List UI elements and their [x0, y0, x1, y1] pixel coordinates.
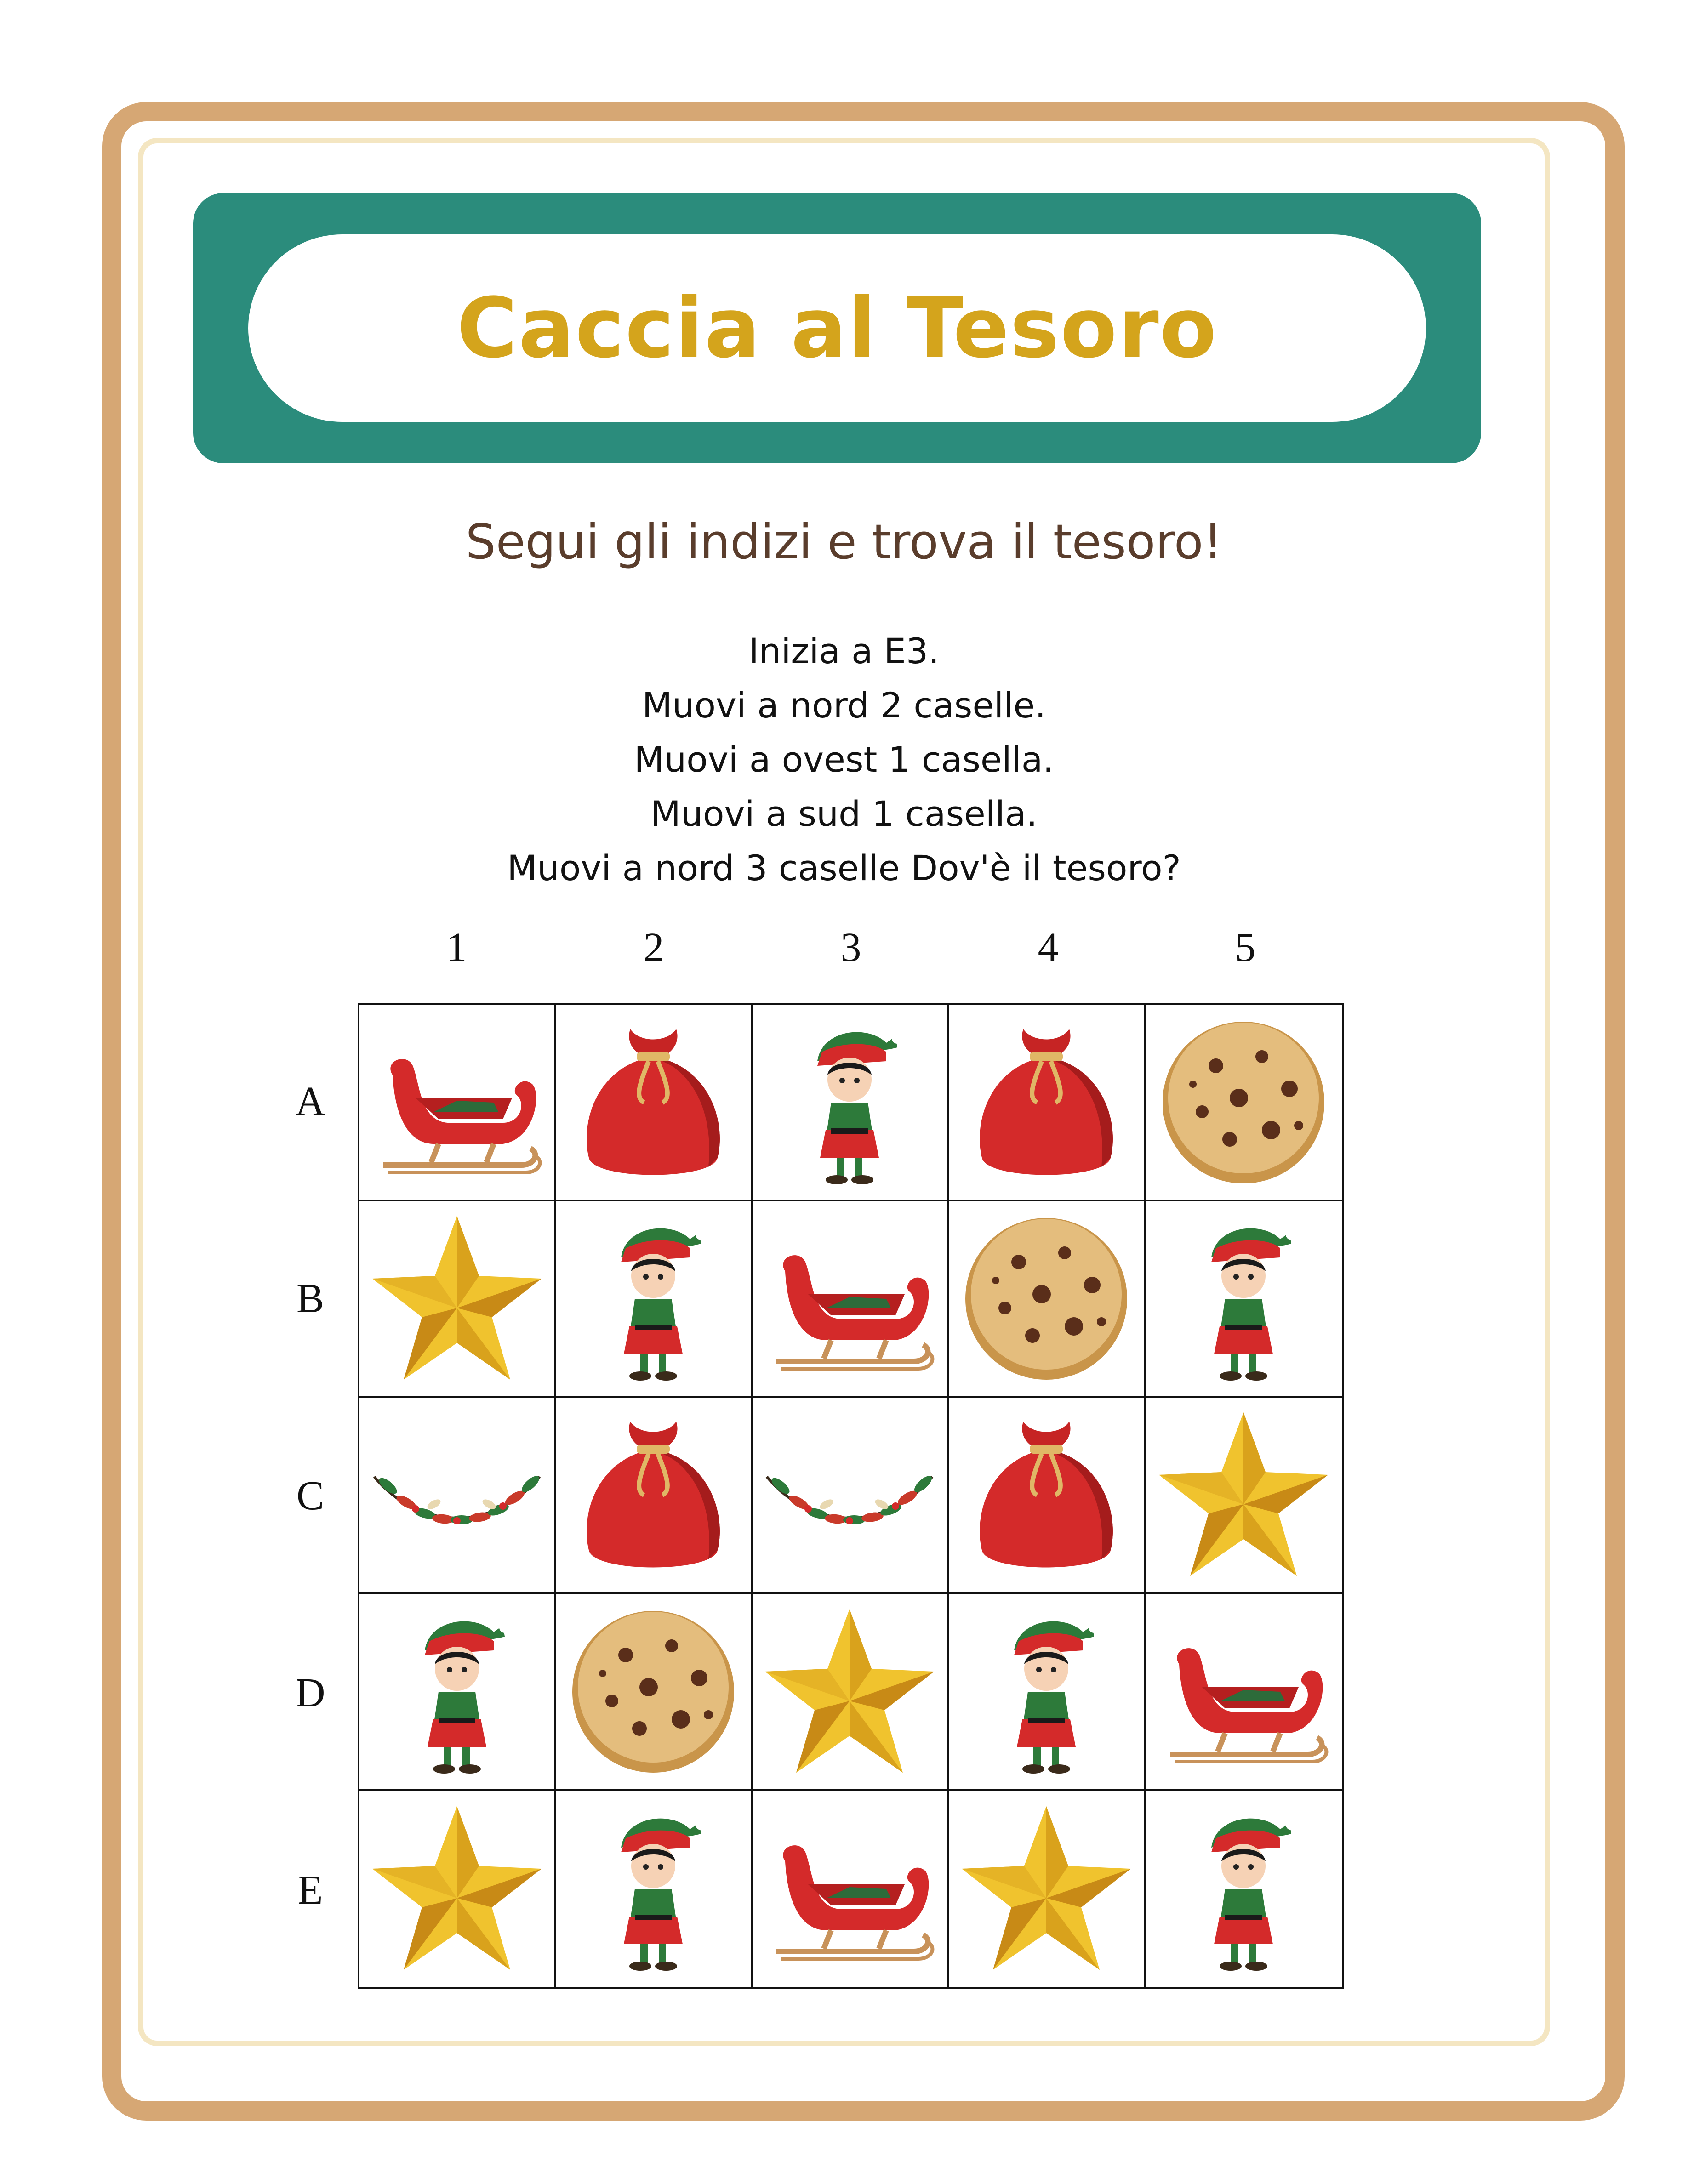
grid-cell-c5 — [1146, 1398, 1342, 1594]
grid-cell-b2 — [556, 1201, 752, 1398]
column-header-2: 2 — [643, 925, 664, 970]
sack-icon — [561, 1011, 745, 1194]
grid-cell-a5 — [1146, 1005, 1342, 1201]
star-icon — [365, 1797, 549, 1981]
elf-icon — [561, 1797, 745, 1981]
clue-line: Muovi a nord 2 caselle. — [642, 685, 1046, 726]
elf-icon — [365, 1600, 549, 1784]
grid-cell-d2 — [556, 1594, 752, 1791]
elf-icon — [1152, 1207, 1335, 1391]
grid-cell-a1 — [359, 1005, 556, 1201]
sleigh-icon — [1152, 1600, 1335, 1784]
title-pill — [248, 234, 1426, 422]
grid-cell-b4 — [949, 1201, 1145, 1398]
page-title: Caccia al Tesoro — [456, 280, 1218, 376]
cookie-icon — [561, 1600, 745, 1784]
clue-line: Muovi a nord 3 caselle Dov'è il tesoro? — [507, 847, 1181, 888]
star-icon — [365, 1207, 549, 1391]
grid-cell-d5 — [1146, 1594, 1342, 1791]
sack-icon — [561, 1403, 745, 1587]
grid-cell-e4 — [949, 1791, 1145, 1987]
grid-cell-e1 — [359, 1791, 556, 1987]
elf-icon — [758, 1011, 941, 1194]
grid-cell-b3 — [753, 1201, 949, 1398]
grid-cell-d4 — [949, 1594, 1145, 1791]
column-header-5: 5 — [1235, 925, 1256, 970]
row-header-e: E — [297, 1867, 323, 1913]
sack-icon — [954, 1403, 1138, 1587]
cookie-icon — [1152, 1011, 1335, 1194]
page-subtitle: Segui gli indizi e trova il tesoro! — [465, 514, 1223, 570]
grid-cell-b5 — [1146, 1201, 1342, 1398]
grid-cell-c3 — [753, 1398, 949, 1594]
row-header-d: D — [295, 1670, 325, 1716]
column-header-1: 1 — [446, 925, 467, 970]
treasure-grid — [358, 1003, 1344, 1989]
star-icon — [954, 1797, 1138, 1981]
elf-icon — [954, 1600, 1138, 1784]
clue-line: Muovi a ovest 1 casella. — [634, 739, 1054, 780]
sack-icon — [954, 1011, 1138, 1194]
grid-cell-c4 — [949, 1398, 1145, 1594]
elf-icon — [561, 1207, 745, 1391]
row-header-c: C — [296, 1473, 325, 1519]
clue-list — [0, 624, 1688, 895]
grid-cell-e2 — [556, 1791, 752, 1987]
clue-line: Muovi a sud 1 casella. — [650, 793, 1038, 834]
cookie-icon — [954, 1207, 1138, 1391]
grid-cell-b1 — [359, 1201, 556, 1398]
column-header-4: 4 — [1038, 925, 1059, 970]
grid-cell-d3 — [753, 1594, 949, 1791]
row-header-a: A — [295, 1079, 325, 1124]
grid-cell-d1 — [359, 1594, 556, 1791]
star-icon — [1152, 1403, 1335, 1587]
column-header-3: 3 — [840, 925, 861, 970]
elf-icon — [1152, 1797, 1335, 1981]
star-icon — [758, 1600, 941, 1784]
grid-cell-a3 — [753, 1005, 949, 1201]
clue-line: Inizia a E3. — [748, 631, 940, 671]
garland-icon — [758, 1403, 941, 1587]
grid-cell-e5 — [1146, 1791, 1342, 1987]
grid-cell-a2 — [556, 1005, 752, 1201]
grid-cell-e3 — [753, 1791, 949, 1987]
grid-cell-c2 — [556, 1398, 752, 1594]
sleigh-icon — [365, 1011, 549, 1194]
sleigh-icon — [758, 1207, 941, 1391]
grid-cell-a4 — [949, 1005, 1145, 1201]
garland-icon — [365, 1403, 549, 1587]
sleigh-icon — [758, 1797, 941, 1981]
row-header-b: B — [296, 1276, 325, 1321]
grid-cell-c1 — [359, 1398, 556, 1594]
